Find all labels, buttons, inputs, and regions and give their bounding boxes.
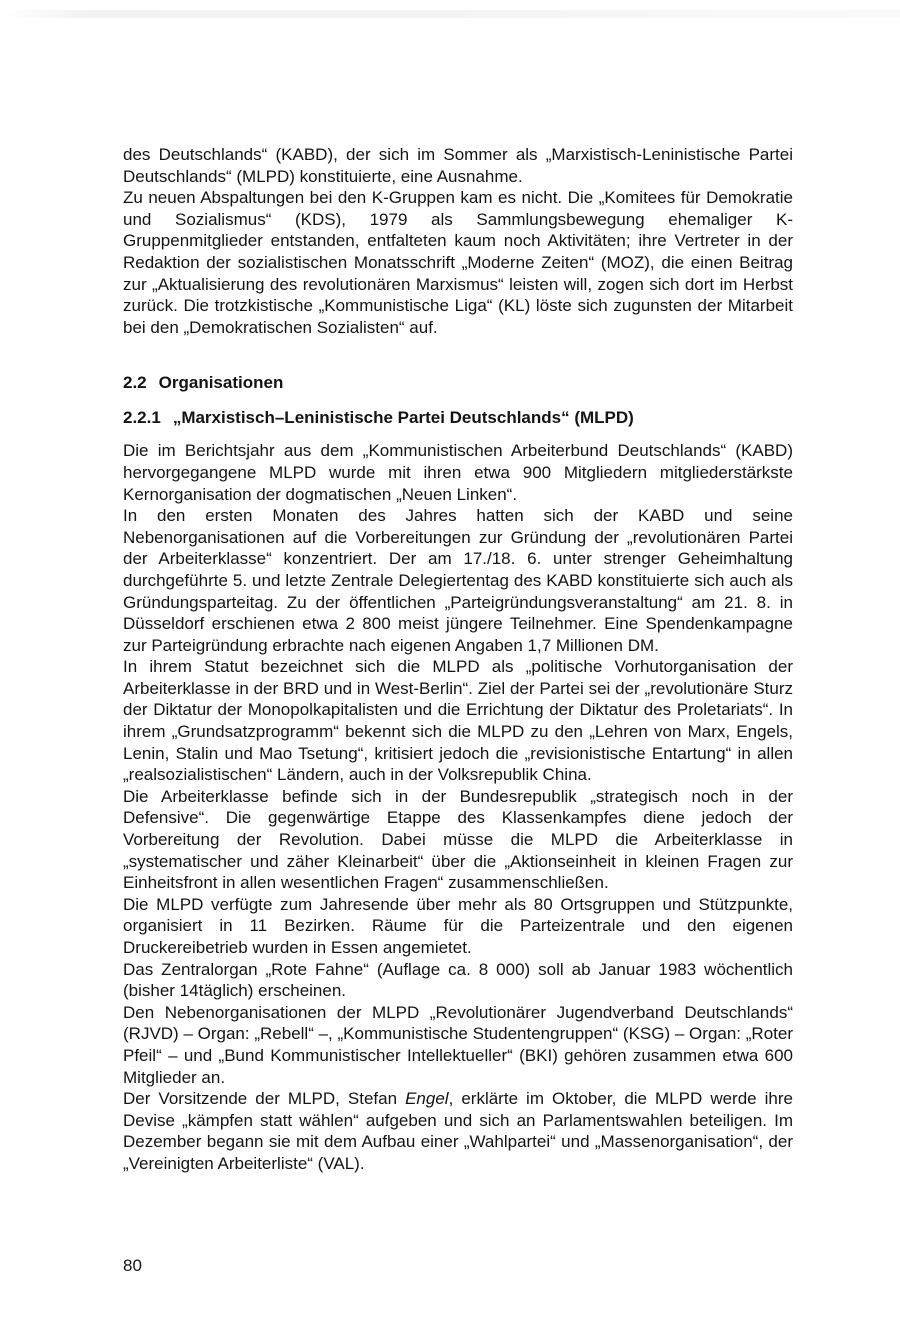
section-number: 2.2: [123, 373, 147, 393]
paragraph-structure: Die MLPD verfügte zum Jahresende über mehr als 80 Ortsgruppen und Stützpunkte, organisiert in 11 Bezirken. Räume für die Parteizentrale und den eigenen Druckereibetrieb wurden in Essen angemietet.: [123, 894, 793, 957]
paragraph-side-organisations: Den Nebenorganisationen der MLPD „Revolutionärer Jugendverband Deutschlands“ (RJVD) – Organ: „Rebell“ –, „Kommunistische Studentengruppen“ (KSG) – Organ: „Roter Pfeil“ – und „Bund Kommunistischer Intellektueller“ (BKI) gehören zusammen etwa 600 Mitglieder an.: [123, 1002, 793, 1087]
chairman-text-after: , erklärte im Oktober, die MLPD werde ihre Devise „kämpfen statt wählen“ aufgeben und sich an Parlamentswahlen beteiligen. Im Dezember begann sie mit dem Aufbau einer „Wahlpartei“ und „Massenorganisation“, der „Vereinigten Arbeiterliste“ (VAL).: [123, 1089, 793, 1173]
section-heading-organisationen: [123, 372, 793, 394]
mlpd-body: [123, 440, 793, 1174]
paragraph-founding: Die im Berichtsjahr aus dem „Kommunistischen Arbeiterbund Deutschlands“ (KABD) hervorgegangene MLPD wurde mit ihren etwa 900 Mitgliedern mitgliederstärkste Kernorganisation der dogmatischen „Neuen Linken“.: [123, 441, 793, 504]
subsection-heading-mlpd: [123, 407, 793, 429]
chairman-text-before: Der Vorsitzende der MLPD, Stefan: [123, 1089, 406, 1109]
paragraph-preparations: In den ersten Monaten des Jahres hatten sich der KABD und seine Nebenorganisationen auf die Vorbereitungen zur Gründung der „revolutionären Partei der Arbeiterklasse“ konzentriert. Der am 17./18. 6. unter strenger Geheimhaltung durchgeführte 5. und letzte Zentrale Delegiertentag des KABD konstituierte sich auch als Gründungsparteitag. Zu der öffentlichen „Parteigründungsveranstaltung“ am 21. 8. in Düsseldorf erschienen etwa 2 800 meist jüngere Teilnehmer. Eine Spendenkampagne zur Parteigründung erbrachte nach eigenen Angaben 1,7 Millionen DM.: [123, 506, 793, 655]
section-title: Organisationen: [158, 373, 284, 393]
paragraph-chairman: [123, 1088, 793, 1174]
paragraph-central-organ: Das Zentralorgan „Rote Fahne“ (Auflage ca. 8 000) soll ab Januar 1983 wöchentlich (bisher 14täglich) erscheinen.: [123, 959, 793, 1001]
paragraph-statute: In ihrem Statut bezeichnet sich die MLPD als „politische Vorhutorganisation der Arbeiterklasse in der BRD und in West-Berlin“. Ziel der Partei sei der „revolutionäre Sturz der Diktatur der Monopolkapitalisten und die Errichtung der Diktatur des Proletariats“. In ihrem „Grundsatzprogramm“ bekennt sich die MLPD zu den „Lehren von Marx, Engels, Lenin, Stalin und Mao Tsetung“, kritisiert jedoch die „revisionistische Entartung“ in allen „realsozialistischen“ Ländern, auch in der Volksrepublik China.: [123, 657, 793, 785]
subsection-title: „Marxistisch–Leninistische Partei Deutschlands“ (MLPD): [172, 408, 634, 428]
document-page: [123, 144, 793, 1175]
chairman-name: Engel: [405, 1089, 449, 1109]
page-number: 80: [123, 1256, 142, 1275]
paragraph-strategy: Die Arbeiterklasse befinde sich in der Bundesrepublik „strategisch noch in der Defensive“. Die gegenwärtige Etappe des Klassenkampfes diene jedoch der Vorbereitung der Revolution. Dabei müsse die MLPD die Arbeiterklasse in „systematischer und zäher Kleinarbeit“ über die „Aktionseinheit in kleinen Fragen zur Einheitsfront in allen wesentlichen Fragen“ zusammenschließen.: [123, 786, 793, 893]
scan-edge-shadow: [0, 10, 900, 18]
intro-paragraph: des Deutschlands“ (KABD), der sich im Sommer als „Marxistisch-Leninistische Partei Deutschlands“ (MLPD) konstituierte, eine Ausnahme. Zu neuen Abspaltungen bei den K-Gruppen kam es nicht. Die „Komitees für Demokratie und Sozialismus“ (KDS), 1979 als Sammlungsbewegung ehemaliger K-Gruppenmitglieder entstanden, entfalteten kaum noch Aktivitäten; ihre Vertreter in der Redaktion der sozialistischen Monatsschrift „Moderne Zeiten“ (MOZ), die einen Beitrag zur „Aktualisierung des revolutionären Marxismus“ leisten will, zogen sich dort im Herbst zurück. Die trotzkistische „Kommunistische Liga“ (KL) löste sich zugunsten der Mitarbeit bei den „Demokratischen Sozialisten“ auf.: [123, 145, 793, 337]
subsection-number: 2.2.1: [123, 408, 161, 428]
